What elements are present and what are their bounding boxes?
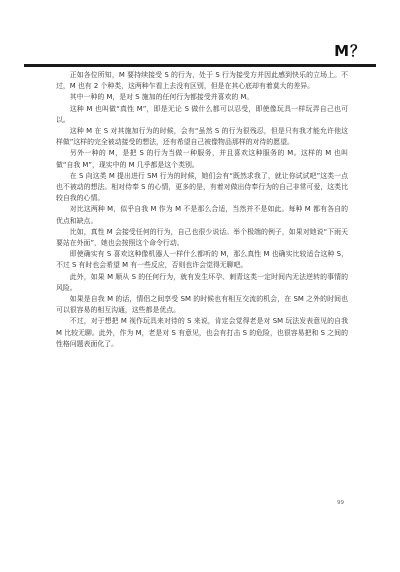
paragraph: 不过，对于想把 M 视作玩具来对待的 S 来说，肯定会觉得老是对 SM 玩法发表意见的自我 M 比较无聊。此外，作为 M，老是对 S 有意见，也会有打击 S 的危险，也很容易把和 S 之间的性格问题表面化了。	[56, 317, 348, 348]
paragraph: 对比这两种 M，似乎自我 M 作为 M 不是那么合适，当然并不是如此。每种 M 都有各自的优点和缺点。	[56, 205, 348, 225]
paragraph: 此外，如果 M 顺从 S 的任何行为，就有发生坏孕、刺青这类一定时间内无法逆转的事情的风险。	[56, 272, 348, 292]
paragraph: 另外一种的 M，是把 S 的行为当做一种服务，并且喜欢这种服务的 M。这样的 M 也叫做“自我 M”，现实中的 M 几乎都是这个类别。	[56, 149, 348, 169]
paragraph: 在 S 向这类 M 提出进行 SM 行为的时候，她们会有“既然求我了，就让你试试吧”这类一点也不被动的想法。相对侍奉 S 的心情，更多的是，有着对做出侍奉行为的自己非常可爱，这类比较自我的心情。	[56, 171, 348, 203]
paragraph: 这种 M 也叫做“真性 M”，即是无论 S 做什么都可以忍受，即使像玩具一样玩弄自己也可以。	[56, 104, 348, 124]
paragraph: 正如各位所知，M 要持续接受 S 的行为，处于 S 行为接受方并因此感到快乐的立场上。不过，M 也有 2 个种类，这两种乍看上去没有区别，但是在其心底却有着莫大的差异。	[56, 71, 348, 91]
paragraph: 即使确实有 S 喜欢这种像机器人一样什么都听的 M，那么真性 M 也确实比较适合这种 S，不过 S 有时也会希望 M 有一些反应，否则也许会觉得无聊吧。	[56, 250, 348, 270]
section-title: M？	[334, 42, 366, 60]
paragraph: 其中一种的 M，是对 S 施加的任何行为都接受并喜欢的 M。	[69, 93, 254, 102]
paragraph: 如果是自我 M 的话，情侣之间享受 SM 的时候也有相互交流的机会，在 SM 之外的时间也可以很容易的相互沟通，这些都是优点。	[56, 295, 348, 315]
page-number: 99	[337, 500, 344, 506]
paragraph: 这种 M 在 S 对其施加行为的时候，会有“虽然 S 的行为很残忍，但是只有我才能允许他这样做”这样的完全被动接受的想法，还有希望自己被像物品那样的对待的愿望。	[56, 127, 348, 147]
header-divider	[24, 64, 376, 67]
paragraph: 比如，真性 M 会接受任何的行为，自己也很少说话。举个极端的例子，如果对她说“下雨天要站在外面”，她也会按照这个命令行动。	[56, 227, 348, 248]
body-text	[56, 70, 348, 350]
